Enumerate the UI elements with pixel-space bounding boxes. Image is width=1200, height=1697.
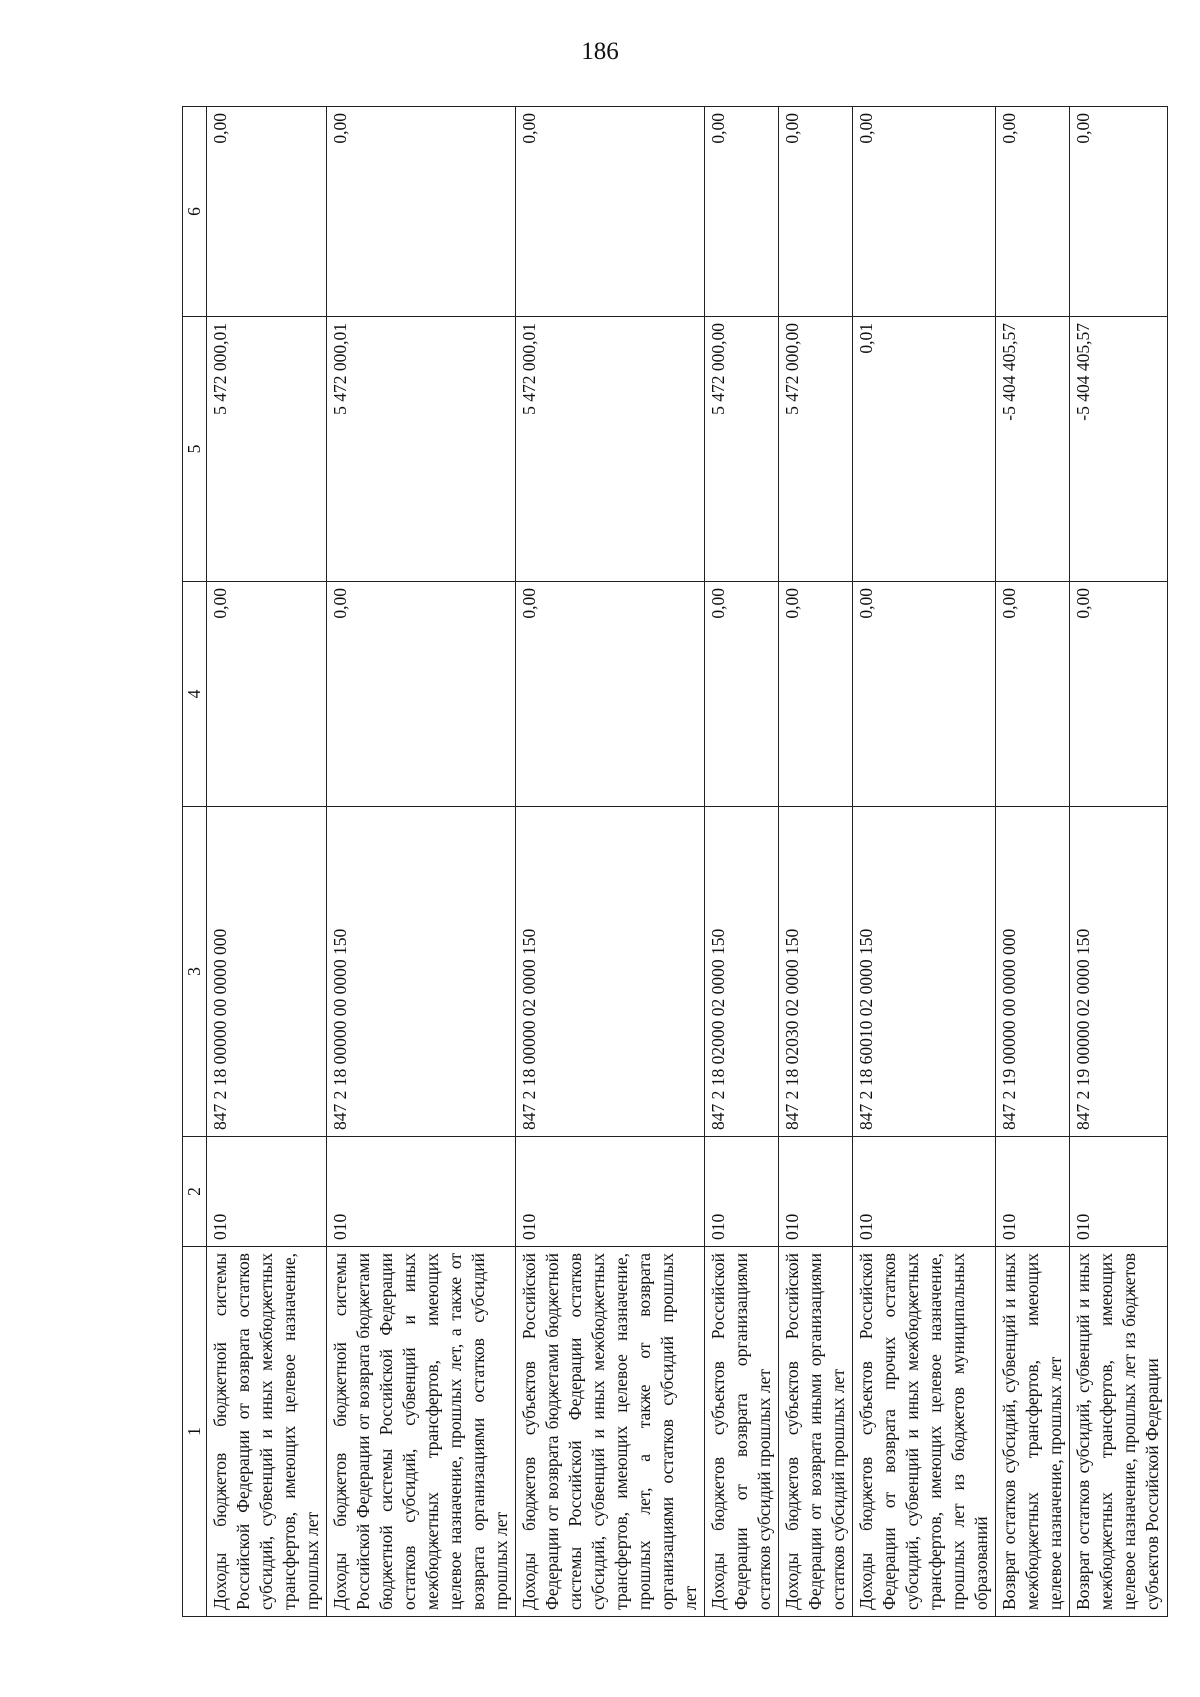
column-header: 4 (183, 582, 207, 807)
row-name: Доходы бюджетов субъектов Российской Федерации от возврата иными организациями остатков субсидий прошлых лет (779, 1247, 853, 1617)
row-budget-code: 847 2 18 00000 00 0000 150 (327, 807, 516, 1137)
row-name: Доходы бюджетов субъектов Российской Федерации от возврата прочих остатков субсидий, субвенций и иных межбюджетных трансфертов, имеющих целевое назначение, прошлых лет из бюджетов муниципальных образований (853, 1247, 996, 1617)
row-value-col5: 5 472 000,00 (705, 317, 779, 582)
row-value-col6: 0,00 (996, 107, 1070, 317)
column-header: 1 (183, 1247, 207, 1617)
row-name: Возврат остатков субсидий, субвенций и иных межбюджетных трансфертов, имеющих целевое назначение, прошлых лет из бюджетов субъектов Российской Федерации (1070, 1247, 1168, 1617)
row-line-code: 010 (207, 1137, 327, 1247)
row-budget-code: 847 2 18 00000 00 0000 000 (207, 807, 327, 1137)
row-value-col6: 0,00 (1070, 107, 1168, 317)
page-number: 186 (581, 38, 619, 65)
row-name: Возврат остатков субсидий, субвенций и иных межбюджетных трансфертов, имеющих целевое назначение, прошлых лет (996, 1247, 1070, 1617)
row-value-col6: 0,00 (853, 107, 996, 317)
row-name: Доходы бюджетов субъектов Российской Федерации от возврата организациями остатков субсидий прошлых лет (705, 1247, 779, 1617)
row-budget-code: 847 2 18 02000 02 0000 150 (705, 807, 779, 1137)
row-value-col4: 0,00 (207, 582, 327, 807)
row-line-code: 010 (705, 1137, 779, 1247)
row-value-col5: 0,01 (853, 317, 996, 582)
row-value-col6: 0,00 (207, 107, 327, 317)
row-line-code: 010 (853, 1137, 996, 1247)
row-budget-code: 847 2 19 00000 02 0000 150 (1070, 807, 1168, 1137)
table-row (327, 107, 516, 1617)
row-value-col4: 0,00 (996, 582, 1070, 807)
row-value-col4: 0,00 (1070, 582, 1168, 807)
table-row (853, 107, 996, 1617)
row-line-code: 010 (327, 1137, 516, 1247)
row-name: Доходы бюджетов бюджетной системы Российской Федерации от возврата бюджетами бюджетной системы Российской Федерации остатков субсидий, субвенций и иных межбюджетных трансфертов, имеющих целевое назначение, прошлых лет, а также от возврата организациями остатков субсидий прошлых лет (327, 1247, 516, 1617)
table-row (779, 107, 853, 1617)
table-row (207, 107, 327, 1617)
row-value-col5: -5 404 405,57 (996, 317, 1070, 582)
table-row (996, 107, 1070, 1617)
column-header: 6 (183, 107, 207, 317)
row-budget-code: 847 2 19 00000 00 0000 000 (996, 807, 1070, 1137)
row-line-code: 010 (1070, 1137, 1168, 1247)
budget-revenue-table (182, 106, 1168, 1617)
table-row (1070, 107, 1168, 1617)
row-name: Доходы бюджетов субъектов Российской Федерации от возврата бюджетами бюджетной системы Российской Федерации остатков субсидий, субвенций и иных межбюджетных трансфертов, имеющих целевое назначение, прошлых лет, а также от возврата организациями остатков субсидий прошлых лет (516, 1247, 705, 1617)
column-header: 2 (183, 1137, 207, 1247)
row-value-col4: 0,00 (516, 582, 705, 807)
row-budget-code: 847 2 18 60010 02 0000 150 (853, 807, 996, 1137)
row-line-code: 010 (996, 1137, 1070, 1247)
row-value-col4: 0,00 (779, 582, 853, 807)
rotated-table-container (182, 107, 1162, 1617)
row-value-col5: 5 472 000,01 (516, 317, 705, 582)
row-budget-code: 847 2 18 00000 02 0000 150 (516, 807, 705, 1137)
row-value-col6: 0,00 (327, 107, 516, 317)
table-header-row (183, 107, 207, 1617)
row-value-col5: 5 472 000,00 (779, 317, 853, 582)
row-value-col6: 0,00 (779, 107, 853, 317)
table-row (705, 107, 779, 1617)
row-budget-code: 847 2 18 02030 02 0000 150 (779, 807, 853, 1137)
table-row (516, 107, 705, 1617)
row-value-col5: -5 404 405,57 (1070, 317, 1168, 582)
row-value-col6: 0,00 (705, 107, 779, 317)
column-header: 5 (183, 317, 207, 582)
row-value-col4: 0,00 (705, 582, 779, 807)
row-value-col5: 5 472 000,01 (327, 317, 516, 582)
column-header: 3 (183, 807, 207, 1137)
row-value-col5: 5 472 000,01 (207, 317, 327, 582)
row-value-col4: 0,00 (853, 582, 996, 807)
row-value-col4: 0,00 (327, 582, 516, 807)
row-line-code: 010 (779, 1137, 853, 1247)
row-name: Доходы бюджетов бюджетной системы Российской Федерации от возврата остатков субсидий, субвенций и иных межбюджетных трансфертов, имеющих целевое назначение, прошлых лет (207, 1247, 327, 1617)
row-line-code: 010 (516, 1137, 705, 1247)
row-value-col6: 0,00 (516, 107, 705, 317)
